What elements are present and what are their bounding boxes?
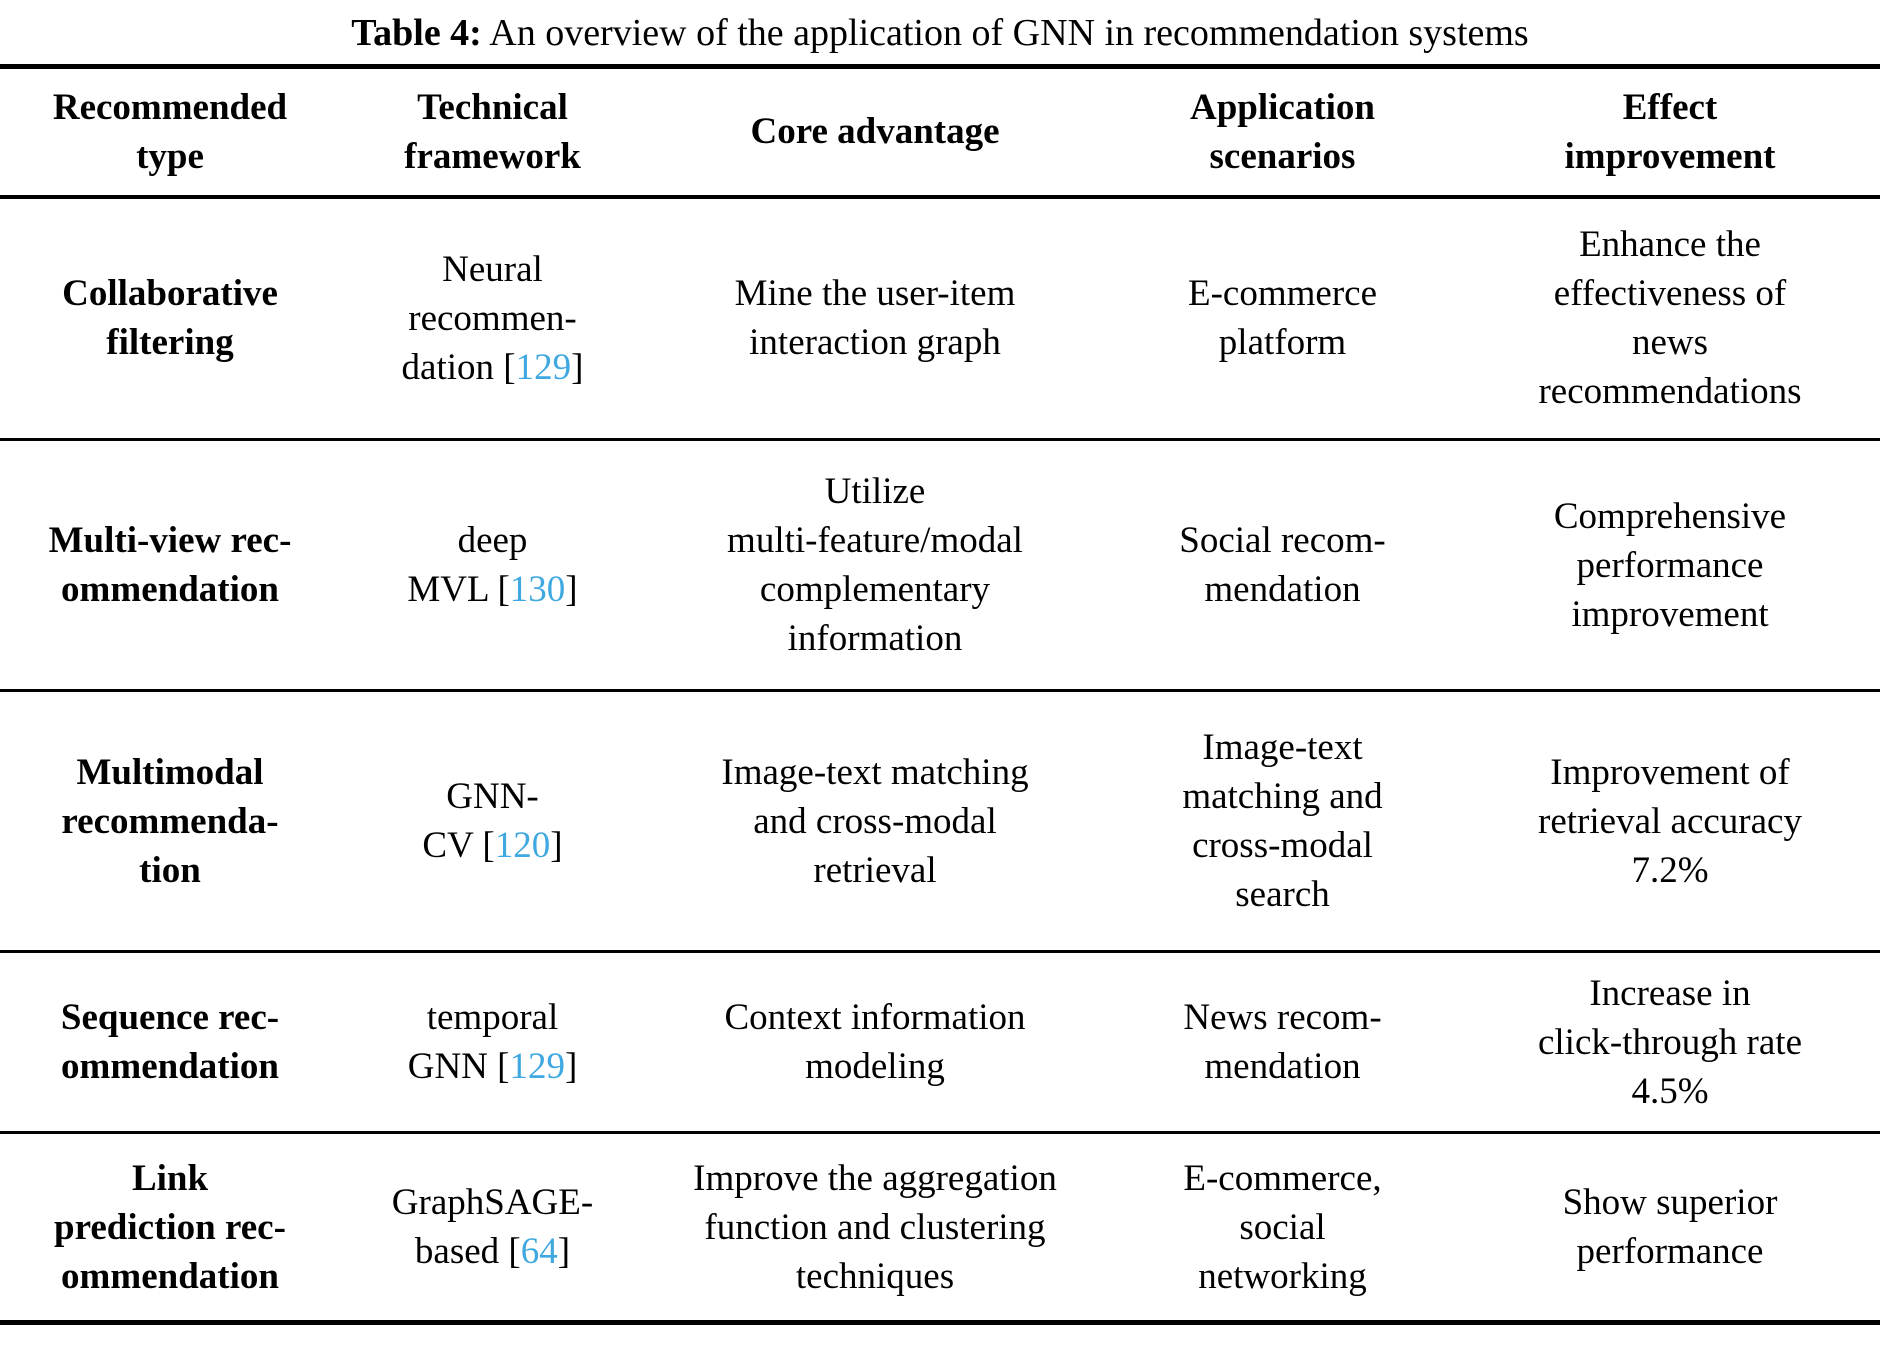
table-caption-label: Table 4: <box>351 12 482 54</box>
column-header-technical-framework: Technical framework <box>404 86 581 177</box>
cell-application-scenarios: E-commerce, social networking <box>1183 1157 1382 1297</box>
table-row-link-prediction-recommendation <box>0 1133 1880 1323</box>
gnn-applications-table <box>0 64 1880 1325</box>
table-row-collaborative-filtering <box>0 197 1880 440</box>
cell-technical-framework: GraphSAGE- based [64] <box>391 1182 594 1272</box>
table-caption <box>0 0 1880 64</box>
cell-technical-framework: temporal GNN [129] <box>407 997 578 1087</box>
cell-effect-improvement: Show superior performance <box>1562 1182 1778 1272</box>
cell-effect-improvement: Increase in click-through rate 4.5% <box>1537 972 1803 1112</box>
cell-recommended-type: Collaborative filtering <box>62 273 278 364</box>
table-row-multi-view-recommendation <box>0 440 1880 691</box>
citation-link[interactable]: 129 <box>515 346 572 388</box>
table-header <box>0 67 1880 197</box>
table-caption-text: An overview of the application of GNN in recommendation systems <box>481 12 1529 54</box>
column-header-effect-improvement: Effect improvement <box>1564 86 1776 177</box>
cell-core-advantage: Image-text matching and cross-modal retrieval <box>721 751 1029 891</box>
cell-effect-improvement: Improvement of retrieval accuracy 7.2% <box>1538 751 1802 891</box>
column-header-application-scenarios: Application scenarios <box>1189 86 1376 177</box>
cell-core-advantage: Context information modeling <box>724 997 1026 1087</box>
cell-application-scenarios: News recom- mendation <box>1183 997 1382 1087</box>
table-body <box>0 197 1880 1323</box>
cell-technical-framework: Neural recommen- dation [129] <box>401 248 584 388</box>
column-header-recommended-type: Recommended type <box>52 86 288 177</box>
cell-technical-framework: GNN- CV [120] <box>422 776 563 866</box>
citation-link[interactable]: 129 <box>509 1046 565 1087</box>
citation-link[interactable]: 120 <box>494 825 551 866</box>
cell-recommended-type: Multi-view rec- ommendation <box>48 520 292 610</box>
cell-recommended-type: Link prediction rec- ommendation <box>54 1157 286 1297</box>
cell-application-scenarios: E-commerce platform <box>1188 273 1377 364</box>
cell-recommended-type: Multimodal recommenda- tion <box>61 751 279 891</box>
table-row-sequence-recommendation <box>0 952 1880 1133</box>
cell-effect-improvement: Enhance the effectiveness of news recommendations <box>1538 224 1802 413</box>
cell-application-scenarios: Image-text matching and cross-modal search <box>1182 727 1383 915</box>
table-row-multimodal-recommendation <box>0 691 1880 952</box>
cell-application-scenarios: Social recom- mendation <box>1179 520 1386 610</box>
table-header-row <box>0 67 1880 197</box>
cell-effect-improvement: Comprehensive performance improvement <box>1553 495 1787 635</box>
citation-link[interactable]: 64 <box>520 1231 558 1272</box>
citation-link[interactable]: 130 <box>509 569 566 610</box>
column-header-core-advantage: Core advantage <box>750 111 1000 153</box>
cell-technical-framework: deep MVL [130] <box>407 520 578 610</box>
cell-core-advantage: Improve the aggregation function and clustering techniques <box>693 1157 1057 1297</box>
cell-core-advantage: Mine the user-item interaction graph <box>734 273 1016 364</box>
cell-core-advantage: Utilize multi-feature/modal complementary information <box>727 471 1023 659</box>
cell-recommended-type: Sequence rec- ommendation <box>60 997 280 1087</box>
